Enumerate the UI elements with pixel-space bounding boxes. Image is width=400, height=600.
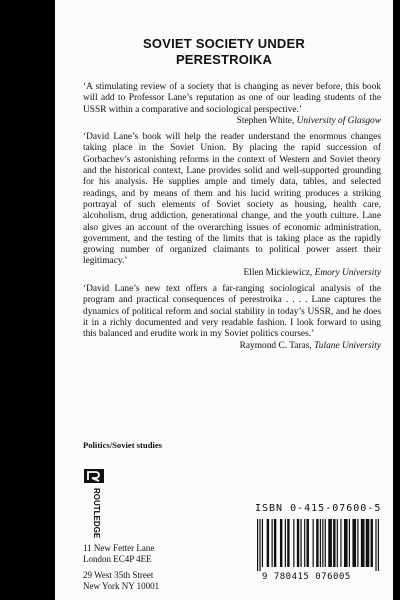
barcode-bar	[333, 519, 335, 567]
subject-category: Politics/Soviet studies	[83, 440, 163, 450]
address-line: 11 New Fetter Lane	[83, 543, 155, 553]
barcode-bar	[307, 519, 309, 567]
barcode-bar	[262, 519, 263, 567]
reviewer-name: Stephen White,	[236, 115, 297, 126]
isbn-barcode	[253, 519, 383, 571]
reviewer-name: Ellen Mickiewicz,	[243, 267, 315, 278]
barcode-bar	[337, 519, 338, 567]
barcode-bar	[313, 519, 314, 567]
title-line-1: SOVIET SOCIETY UNDER	[143, 36, 305, 51]
logo-wordmark: ROUTLEDGE	[92, 488, 101, 538]
review-attribution	[83, 341, 381, 352]
review-attribution	[83, 268, 381, 279]
barcode-bar	[371, 519, 373, 567]
title-line-2: PERESTROIKA	[175, 52, 273, 67]
barcode-bar	[259, 519, 260, 571]
barcode-bar	[293, 519, 294, 567]
reviews	[83, 82, 381, 357]
isbn-label: ISBN 0-415-07600-5	[255, 503, 382, 514]
review-attribution	[83, 116, 381, 127]
reviewer-institution: University of Glasgow	[296, 115, 381, 126]
barcode-bar	[325, 519, 326, 567]
address-line: 29 West 35th Street	[83, 570, 154, 580]
review-2	[83, 132, 381, 279]
reviewer-institution: Tulane University	[314, 340, 381, 351]
address-line: New York NY 10001	[83, 581, 160, 591]
reviewer-name: Raymond C. Taras,	[239, 340, 315, 351]
barcode-bar	[366, 519, 370, 567]
barcode-bar	[361, 519, 365, 567]
barcode-bar	[328, 519, 332, 567]
review-quote: ‘David Lane’s new text offers a far-ranging sociological analysis of the program and practical consequences of perestroika . . . . Lane captures the dynamics of political reform and social stability in today’s USSR, and he does it in a richly documented and very readable fashion. I look forward to using this balanced and erudite work in my Soviet politics courses.’	[83, 284, 381, 340]
barcode-bar	[280, 519, 282, 567]
barcode-bar	[322, 519, 323, 567]
barcode-bar	[316, 519, 318, 567]
barcode-bar	[378, 519, 379, 571]
barcode-bar	[272, 519, 273, 567]
back-cover	[55, 0, 393, 600]
barcode-bar	[352, 519, 356, 567]
barcode-bar	[375, 519, 376, 571]
address-us	[83, 570, 159, 592]
review-3	[83, 284, 381, 352]
review-1	[83, 82, 381, 127]
barcode-number: 9 780415 076005	[262, 572, 351, 582]
barcode-bar	[274, 519, 276, 567]
barcode-bar	[287, 519, 289, 567]
barcode-bar	[267, 519, 269, 567]
barcode-bar	[320, 519, 321, 567]
barcode-bar	[257, 519, 258, 571]
reviewer-institution: Emory University	[314, 267, 381, 278]
barcode-bar	[349, 519, 350, 567]
barcode-bar	[357, 519, 358, 567]
routledge-logo	[83, 468, 105, 538]
barcode-bar	[344, 519, 348, 567]
book-title	[55, 36, 393, 68]
address-uk	[83, 543, 159, 565]
address-line: London EC4P 4EE	[83, 554, 152, 564]
barcode-bar	[340, 519, 341, 567]
barcode-bar	[297, 519, 299, 567]
barcode-bar	[304, 519, 305, 567]
publisher-address	[83, 543, 159, 597]
barcode-bar	[300, 519, 301, 567]
review-quote: ‘A stimulating review of a society that is changing as never before, this book will add to Professor Lane’s reputation as one of our leading students of the USSR within a comparative and sociological perspective.’	[83, 82, 381, 115]
review-quote: ‘David Lane’s book will help the reader understand the enormous changes taking place in the Soviet Union. By placing the rapid succession of Gorbachev’s astonishing reforms in the context of Western and Soviet theory and the historical context, Lane provides solid and well-supported grounding for his analysis. He supplies ample and timely data, tables, and selected readings, and by means of them and his lucid writing produces a striking portrayal of such elements of Soviet society as housing, health care, alcoholism, drug addiction, generational change, and the youth culture. Lane also gives an account of the overarching issues of economic administration, government, and the testing of the limits that is taking place as the rapidly growing number of organized claimants to political power assert their legitimacy.’	[83, 132, 381, 267]
barcode-bar	[285, 519, 286, 567]
